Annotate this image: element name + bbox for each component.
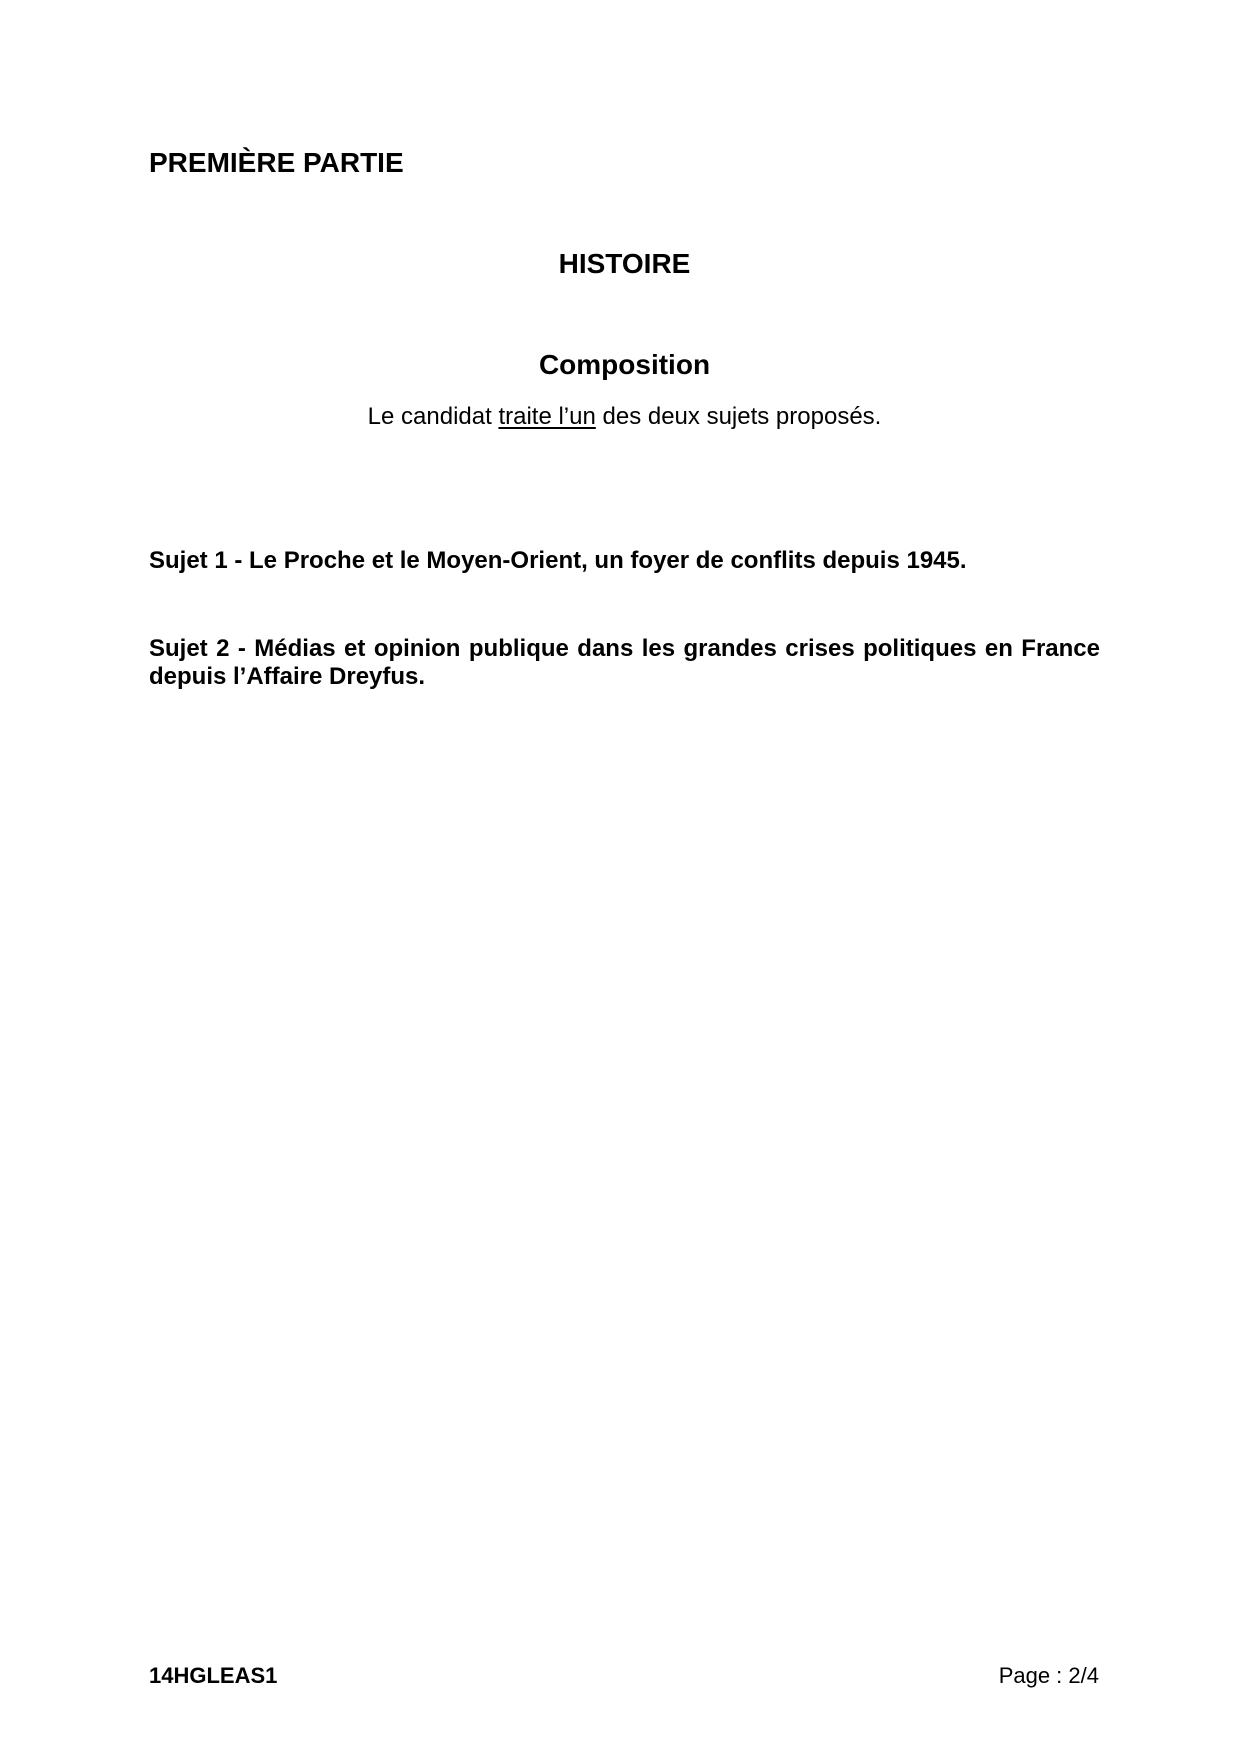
exercise-title: Composition [538, 349, 711, 380]
footer-code: 14HGLEAS1 [149, 1663, 278, 1688]
instruction-text [149, 402, 1100, 432]
section-title: HISTOIRE [558, 248, 691, 279]
instruction-before: Le candidat [367, 403, 499, 430]
footer-page-number: Page : 2/4 [998, 1663, 1099, 1688]
subject-1: Sujet 1 - Le Proche et le Moyen-Orient, un foyer de conflits depuis 1945. [149, 547, 967, 574]
part-title: PREMIÈRE PARTIE [149, 147, 404, 178]
instruction-underlined: traite l’un [498, 403, 596, 430]
subject-2: Sujet 2 - Médias et opinion publique dans les grandes crises politiques en France depuis l’Affaire Dreyfus. [149, 635, 1100, 690]
instruction-after: des deux sujets proposés. [595, 403, 882, 430]
